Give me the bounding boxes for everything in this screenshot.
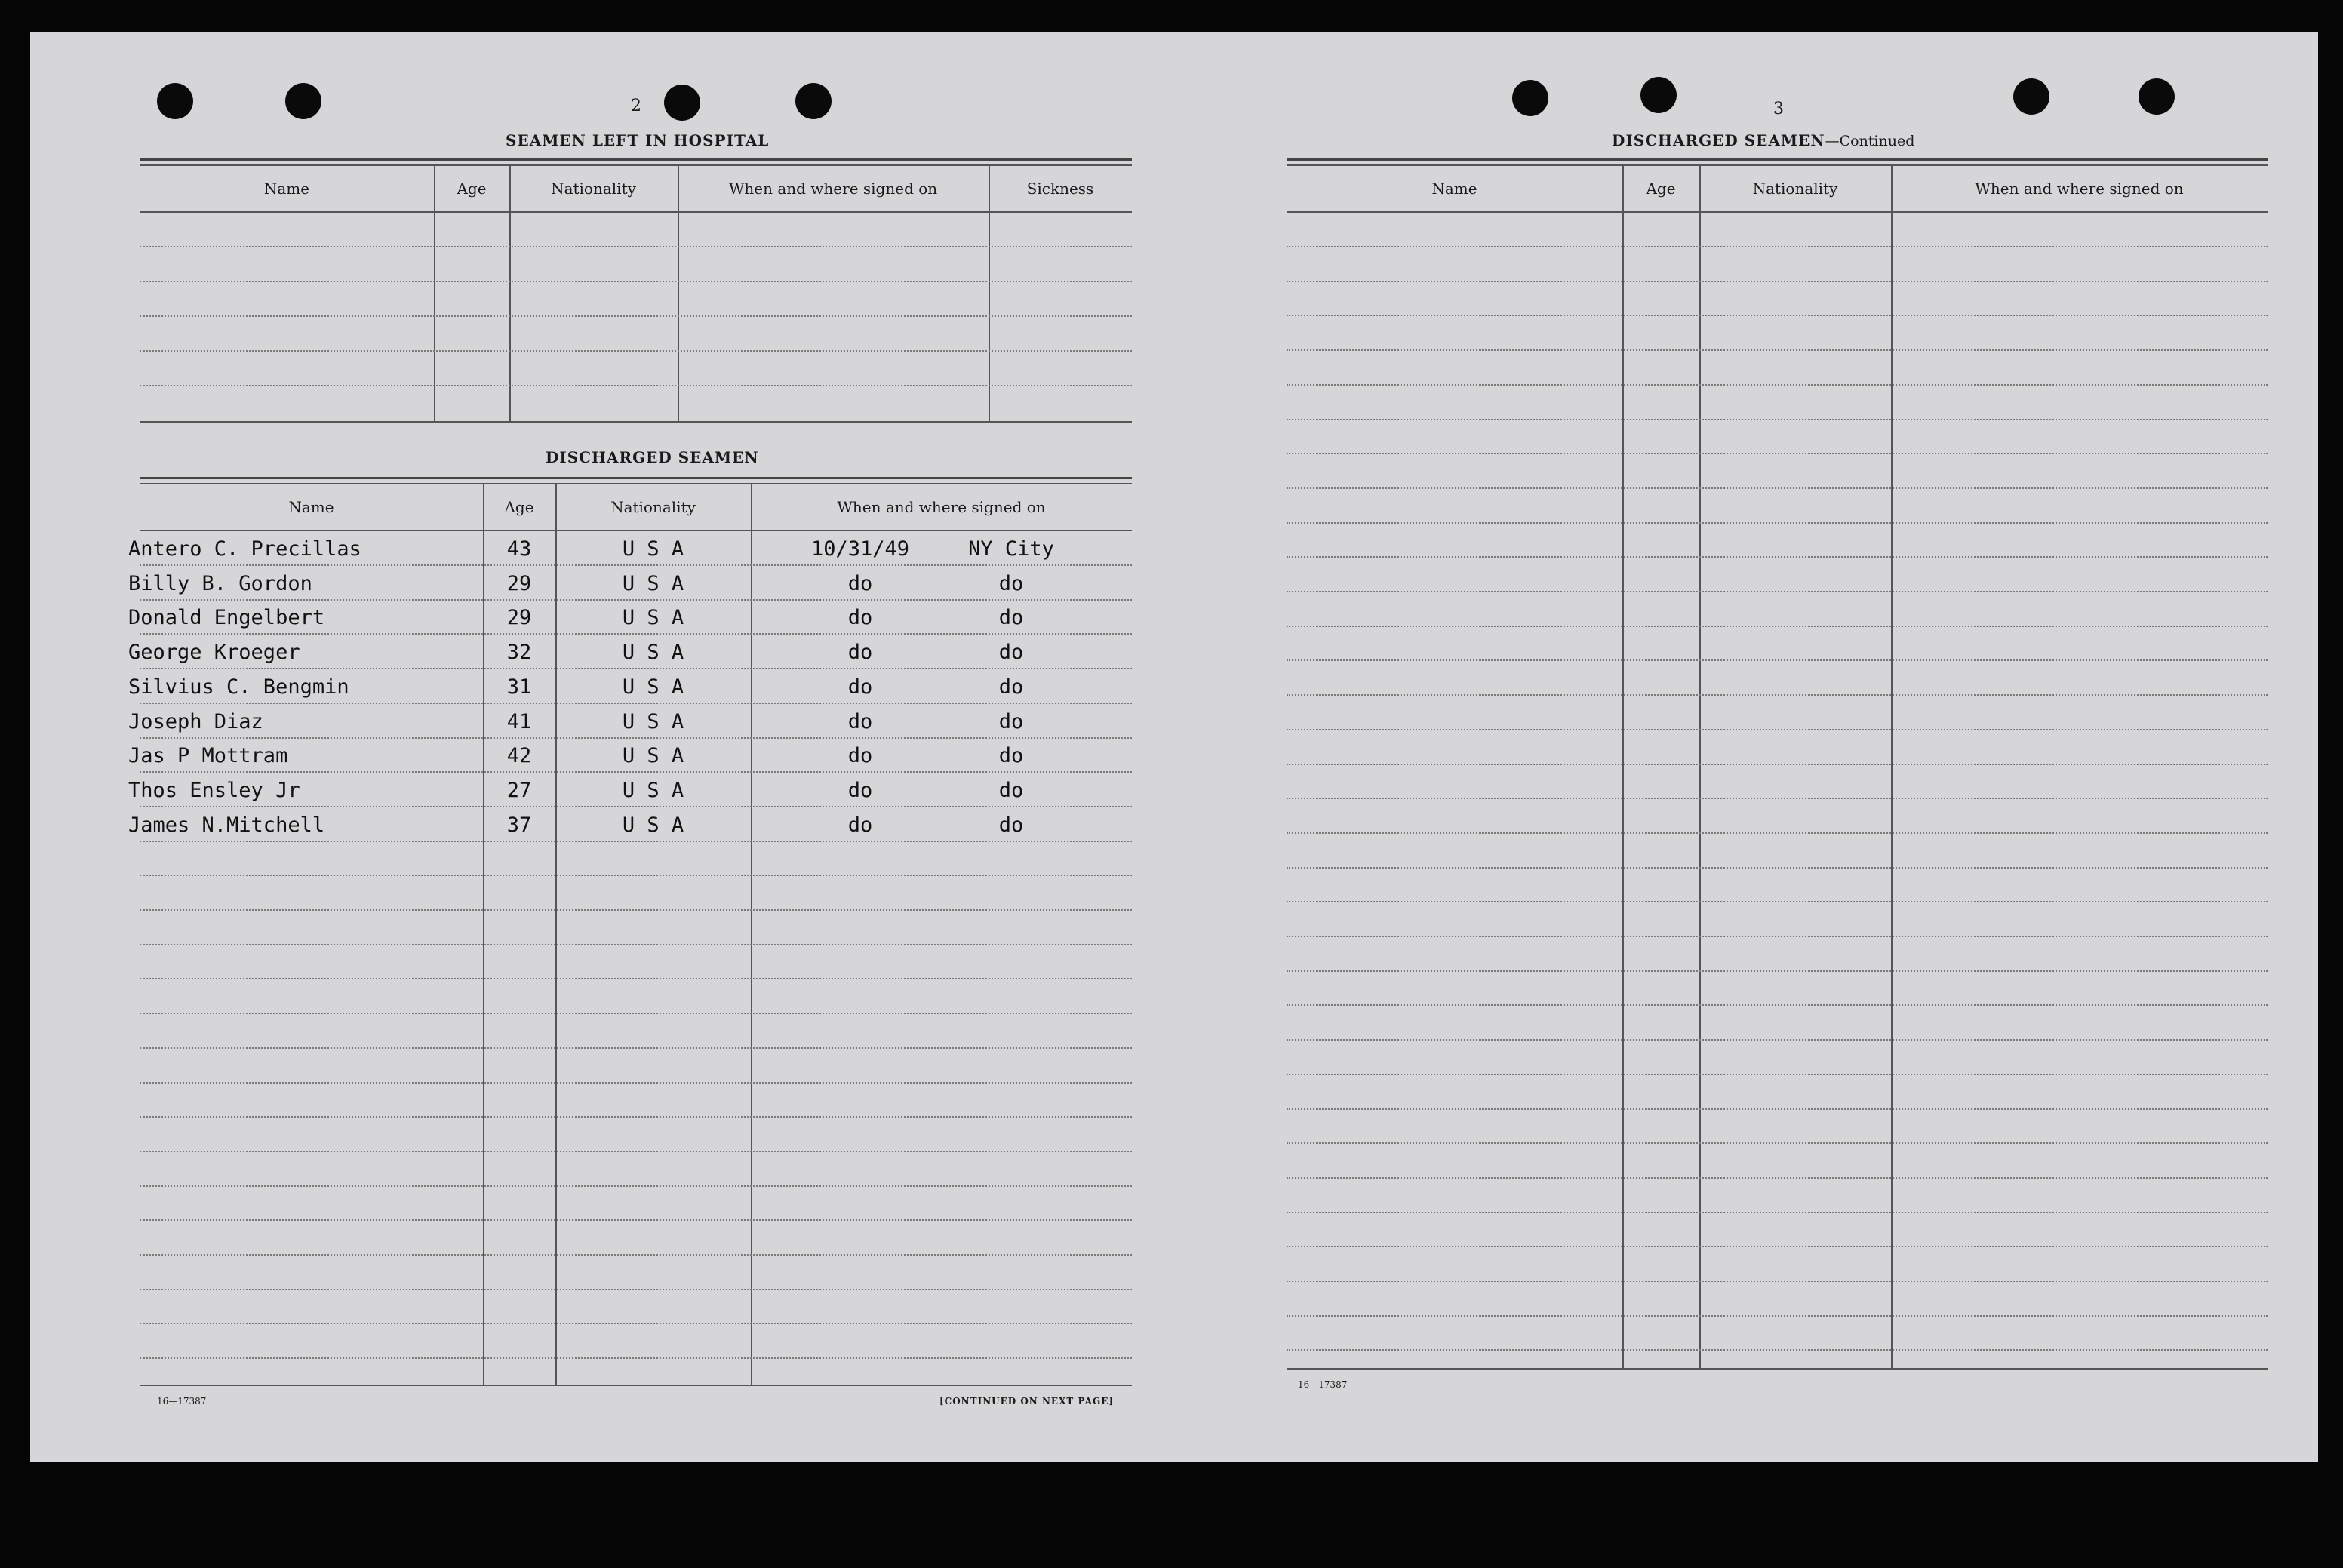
row-nationality: U S A — [622, 778, 684, 802]
hospital-col-nationality: Nationality — [551, 180, 636, 198]
ruled-line — [1287, 522, 2268, 524]
row-age: 29 — [506, 571, 532, 595]
row-when: 10/31/49 — [810, 537, 910, 561]
punch-hole — [2013, 78, 2049, 115]
ruled-line — [140, 944, 1132, 945]
ruled-line — [140, 841, 1132, 842]
continued-col-name: Name — [1431, 180, 1477, 198]
row-age: 32 — [506, 641, 532, 665]
row-when: do — [847, 641, 873, 665]
ruled-line — [140, 737, 1132, 739]
ruled-line — [140, 1013, 1132, 1014]
row-where: do — [998, 744, 1024, 768]
row-nationality: U S A — [622, 675, 684, 699]
ruled-line — [140, 564, 1132, 566]
row-nationality: U S A — [622, 813, 684, 837]
hospital-col-sickness: Sickness — [1026, 180, 1094, 198]
continued-col-nationality: Nationality — [1752, 180, 1838, 198]
ruled-line — [1287, 626, 2268, 627]
ruled-line — [140, 385, 1132, 386]
ruled-line — [140, 315, 1132, 317]
continued-section-title — [1612, 131, 1914, 149]
row-age: 29 — [506, 606, 532, 630]
ruled-line — [1287, 1349, 2268, 1351]
ruled-line — [140, 1219, 1132, 1221]
ruled-line — [1287, 1074, 2268, 1075]
ruled-line — [140, 246, 1132, 247]
ruled-line — [140, 978, 1132, 979]
punch-hole — [285, 83, 321, 119]
row-when: do — [847, 606, 873, 630]
row-age: 31 — [506, 675, 532, 699]
row-nationality: U S A — [622, 537, 684, 561]
ruled-line — [140, 1254, 1132, 1256]
ruled-line — [1287, 867, 2268, 869]
ruled-line — [1287, 556, 2268, 558]
row-when: do — [847, 744, 873, 768]
ruled-line — [1287, 832, 2268, 834]
row-age: 43 — [506, 537, 532, 561]
continued-col-age: Age — [1646, 180, 1676, 198]
punch-hole — [795, 83, 832, 119]
ruled-line — [1287, 694, 2268, 696]
ruled-line — [1287, 936, 2268, 937]
ruled-line — [1287, 1004, 2268, 1006]
row-name: Thos Ensley Jr — [128, 778, 300, 802]
ruled-line — [140, 633, 1132, 635]
row-name: George Kroeger — [128, 641, 300, 665]
ruled-line — [1287, 453, 2268, 454]
ruled-line — [140, 909, 1132, 911]
hospital-col-age: Age — [457, 180, 487, 198]
ruled-line — [1287, 1108, 2268, 1110]
row-age: 27 — [506, 778, 532, 802]
row-age: 41 — [506, 709, 532, 733]
row-where: do — [998, 606, 1024, 630]
ruled-line — [1287, 659, 2268, 661]
row-name: Joseph Diaz — [128, 709, 263, 733]
row-name: Billy B. Gordon — [128, 571, 312, 595]
ruled-line — [1287, 901, 2268, 902]
ruled-line — [1287, 1281, 2268, 1282]
ruled-line — [1287, 1315, 2268, 1317]
row-age: 37 — [506, 813, 532, 837]
ruled-line — [140, 1289, 1132, 1290]
punch-hole — [157, 83, 193, 119]
ruled-line — [140, 1357, 1132, 1359]
hospital-col-name: Name — [263, 180, 310, 198]
row-when: do — [847, 778, 873, 802]
ruled-line — [1287, 487, 2268, 489]
ruled-line — [1287, 315, 2268, 316]
discharged-col-age: Age — [504, 498, 534, 516]
row-when: do — [847, 813, 873, 837]
page-number: 2 — [631, 97, 641, 115]
row-nationality: U S A — [622, 571, 684, 595]
ruled-line — [140, 350, 1132, 352]
row-where: do — [998, 641, 1024, 665]
ruled-line — [140, 875, 1132, 876]
form-number: 16—17387 — [1298, 1379, 1348, 1390]
row-when: do — [847, 571, 873, 595]
continued-col-when-where: When and where signed on — [1975, 180, 2184, 198]
row-nationality: U S A — [622, 709, 684, 733]
ruled-line — [1287, 1177, 2268, 1179]
ruled-line — [1287, 1246, 2268, 1247]
ruled-line — [140, 668, 1132, 669]
page-number: 3 — [1773, 100, 1784, 118]
ruled-line — [140, 806, 1132, 807]
ruled-line — [140, 703, 1132, 704]
row-when: do — [847, 709, 873, 733]
punch-hole — [664, 85, 700, 121]
row-age: 42 — [506, 744, 532, 768]
row-where: NY City — [968, 537, 1054, 561]
ruled-line — [140, 1047, 1132, 1049]
row-nationality: U S A — [622, 606, 684, 630]
ruled-line — [140, 771, 1132, 773]
continued-note: [CONTINUED ON NEXT PAGE] — [939, 1396, 1115, 1407]
ruled-line — [1287, 591, 2268, 592]
discharged-section-title: DISCHARGED SEAMEN — [546, 448, 759, 466]
row-where: do — [998, 813, 1024, 837]
discharged-col-when-where: When and where signed on — [837, 498, 1046, 516]
ruled-line — [1287, 419, 2268, 420]
ruled-line — [140, 1116, 1132, 1118]
manifest-sheet — [30, 32, 2318, 1462]
ruled-line — [1287, 1142, 2268, 1144]
row-name: Antero C. Precillas — [128, 537, 361, 561]
ruled-line — [140, 281, 1132, 282]
ruled-line — [1287, 349, 2268, 351]
row-where: do — [998, 571, 1024, 595]
row-where: do — [998, 675, 1024, 699]
discharged-col-name: Name — [288, 498, 334, 516]
ruled-line — [1287, 1212, 2268, 1213]
row-name: Jas P Mottram — [128, 744, 288, 768]
hospital-col-when-where: When and where signed on — [728, 180, 938, 198]
ruled-line — [1287, 970, 2268, 972]
ruled-line — [140, 1323, 1132, 1324]
ruled-line — [1287, 384, 2268, 386]
continued-title-main: DISCHARGED SEAMEN — [1612, 131, 1825, 149]
discharged-col-nationality: Nationality — [610, 498, 696, 516]
ruled-line — [1287, 798, 2268, 799]
ruled-line — [140, 1185, 1132, 1187]
punch-hole — [2139, 78, 2175, 115]
ruled-line — [1287, 246, 2268, 247]
ruled-line — [140, 599, 1132, 601]
hospital-section-title: SEAMEN LEFT IN HOSPITAL — [506, 131, 770, 149]
row-when: do — [847, 675, 873, 699]
row-nationality: U S A — [622, 641, 684, 665]
ruled-line — [1287, 281, 2268, 282]
ruled-line — [140, 1082, 1132, 1084]
ruled-line — [1287, 764, 2268, 765]
continued-title-suffix: —Continued — [1825, 133, 1915, 149]
ruled-line — [1287, 729, 2268, 730]
row-name: James N.Mitchell — [128, 813, 325, 837]
ruled-line — [1287, 1039, 2268, 1041]
punch-hole — [1640, 77, 1677, 113]
form-number: 16—17387 — [157, 1396, 207, 1407]
punch-hole — [1512, 80, 1548, 116]
ruled-line — [140, 1151, 1132, 1152]
row-where: do — [998, 709, 1024, 733]
row-where: do — [998, 778, 1024, 802]
row-name: Donald Engelbert — [128, 606, 325, 630]
row-nationality: U S A — [622, 744, 684, 768]
row-name: Silvius C. Bengmin — [128, 675, 349, 699]
